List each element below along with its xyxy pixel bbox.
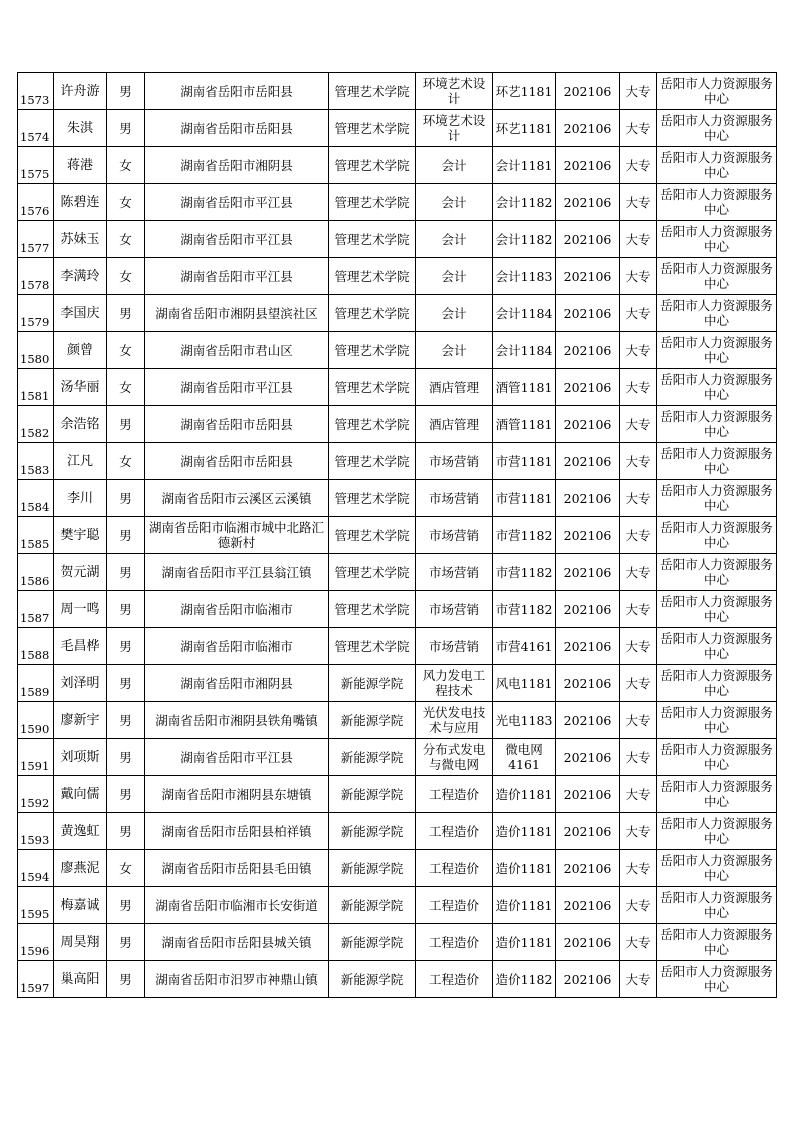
row-number: 1596 [18,924,54,961]
receiving-unit-cell: 岳阳市人力资源服务中心 [657,591,777,628]
graduation-date-cell: 202106 [556,961,620,998]
student-name: 苏妹玉 [54,221,107,258]
college-cell: 新能源学院 [329,739,416,776]
row-number: 1594 [18,850,54,887]
roster-body [18,73,777,998]
table-row [18,554,777,591]
student-name: 汤华丽 [54,369,107,406]
education-level-cell: 大专 [620,924,657,961]
gender-cell: 男 [107,739,145,776]
college-cell: 新能源学院 [329,924,416,961]
college-cell: 管理艺术学院 [329,369,416,406]
class-cell: 造价1181 [493,887,556,924]
receiving-unit-cell: 岳阳市人力资源服务中心 [657,110,777,147]
student-name: 陈碧连 [54,184,107,221]
gender-cell: 女 [107,221,145,258]
gender-cell: 男 [107,776,145,813]
college-cell: 管理艺术学院 [329,332,416,369]
college-cell: 新能源学院 [329,887,416,924]
graduation-date-cell: 202106 [556,406,620,443]
gender-cell: 男 [107,665,145,702]
address-cell: 湖南省岳阳市岳阳县毛田镇 [145,850,329,887]
education-level-cell: 大专 [620,221,657,258]
table-row [18,924,777,961]
education-level-cell: 大专 [620,517,657,554]
college-cell: 管理艺术学院 [329,258,416,295]
class-cell: 微电网4161 [493,739,556,776]
address-cell: 湖南省岳阳市岳阳县 [145,406,329,443]
gender-cell: 男 [107,702,145,739]
college-cell: 管理艺术学院 [329,184,416,221]
row-number: 1586 [18,554,54,591]
college-cell: 管理艺术学院 [329,480,416,517]
table-row [18,443,777,480]
address-cell: 湖南省岳阳市临湘市城中北路汇德新村 [145,517,329,554]
student-name: 朱淇 [54,110,107,147]
receiving-unit-cell: 岳阳市人力资源服务中心 [657,628,777,665]
major-cell: 市场营销 [416,554,493,591]
address-cell: 湖南省岳阳市湘阴县望滨社区 [145,295,329,332]
major-cell: 市场营销 [416,628,493,665]
row-number: 1589 [18,665,54,702]
graduation-date-cell: 202106 [556,924,620,961]
gender-cell: 男 [107,110,145,147]
college-cell: 管理艺术学院 [329,443,416,480]
education-level-cell: 大专 [620,332,657,369]
address-cell: 湖南省岳阳市云溪区云溪镇 [145,480,329,517]
class-cell: 市营1181 [493,443,556,480]
address-cell: 湖南省岳阳市临湘市 [145,591,329,628]
class-cell: 会计1184 [493,332,556,369]
class-cell: 造价1181 [493,850,556,887]
row-number: 1595 [18,887,54,924]
receiving-unit-cell: 岳阳市人力资源服务中心 [657,517,777,554]
graduation-date-cell: 202106 [556,443,620,480]
row-number: 1590 [18,702,54,739]
receiving-unit-cell: 岳阳市人力资源服务中心 [657,406,777,443]
major-cell: 工程造价 [416,776,493,813]
gender-cell: 男 [107,295,145,332]
graduation-date-cell: 202106 [556,73,620,110]
student-name: 廖燕泥 [54,850,107,887]
class-cell: 酒管1181 [493,406,556,443]
college-cell: 管理艺术学院 [329,295,416,332]
class-cell: 会计1181 [493,147,556,184]
address-cell: 湖南省岳阳市湘阴县东塘镇 [145,776,329,813]
table-row [18,332,777,369]
receiving-unit-cell: 岳阳市人力资源服务中心 [657,258,777,295]
table-row [18,591,777,628]
address-cell: 湖南省岳阳市岳阳县柏祥镇 [145,813,329,850]
gender-cell: 男 [107,73,145,110]
major-cell: 会计 [416,184,493,221]
address-cell: 湖南省岳阳市平江县翁江镇 [145,554,329,591]
education-level-cell: 大专 [620,702,657,739]
education-level-cell: 大专 [620,591,657,628]
college-cell: 新能源学院 [329,665,416,702]
class-cell: 造价1181 [493,813,556,850]
education-level-cell: 大专 [620,184,657,221]
graduation-date-cell: 202106 [556,739,620,776]
receiving-unit-cell: 岳阳市人力资源服务中心 [657,184,777,221]
address-cell: 湖南省岳阳市湘阴县 [145,147,329,184]
college-cell: 新能源学院 [329,776,416,813]
receiving-unit-cell: 岳阳市人力资源服务中心 [657,887,777,924]
college-cell: 管理艺术学院 [329,517,416,554]
student-name: 廖新宇 [54,702,107,739]
graduation-date-cell: 202106 [556,332,620,369]
receiving-unit-cell: 岳阳市人力资源服务中心 [657,332,777,369]
college-cell: 管理艺术学院 [329,406,416,443]
receiving-unit-cell: 岳阳市人力资源服务中心 [657,480,777,517]
student-name: 余浩铭 [54,406,107,443]
table-row [18,295,777,332]
college-cell: 管理艺术学院 [329,110,416,147]
graduation-date-cell: 202106 [556,295,620,332]
receiving-unit-cell: 岳阳市人力资源服务中心 [657,850,777,887]
education-level-cell: 大专 [620,73,657,110]
college-cell: 新能源学院 [329,961,416,998]
student-name: 李国庆 [54,295,107,332]
row-number: 1583 [18,443,54,480]
row-number: 1582 [18,406,54,443]
education-level-cell: 大专 [620,628,657,665]
major-cell: 工程造价 [416,961,493,998]
row-number: 1573 [18,73,54,110]
class-cell: 市营1181 [493,480,556,517]
class-cell: 环艺1181 [493,73,556,110]
education-level-cell: 大专 [620,406,657,443]
gender-cell: 男 [107,591,145,628]
receiving-unit-cell: 岳阳市人力资源服务中心 [657,221,777,258]
major-cell: 工程造价 [416,924,493,961]
education-level-cell: 大专 [620,258,657,295]
receiving-unit-cell: 岳阳市人力资源服务中心 [657,924,777,961]
student-name: 贺元湖 [54,554,107,591]
table-row [18,776,777,813]
graduation-date-cell: 202106 [556,184,620,221]
row-number: 1593 [18,813,54,850]
student-name: 周一鸣 [54,591,107,628]
education-level-cell: 大专 [620,776,657,813]
major-cell: 环境艺术设计 [416,73,493,110]
class-cell: 会计1184 [493,295,556,332]
graduation-date-cell: 202106 [556,147,620,184]
education-level-cell: 大专 [620,665,657,702]
row-number: 1579 [18,295,54,332]
address-cell: 湖南省岳阳市岳阳县 [145,443,329,480]
gender-cell: 女 [107,443,145,480]
address-cell: 湖南省岳阳市平江县 [145,184,329,221]
student-name: 黄逸虹 [54,813,107,850]
college-cell: 新能源学院 [329,850,416,887]
graduation-date-cell: 202106 [556,776,620,813]
graduation-date-cell: 202106 [556,517,620,554]
education-level-cell: 大专 [620,147,657,184]
education-level-cell: 大专 [620,813,657,850]
gender-cell: 男 [107,887,145,924]
gender-cell: 男 [107,924,145,961]
education-level-cell: 大专 [620,295,657,332]
receiving-unit-cell: 岳阳市人力资源服务中心 [657,776,777,813]
table-row [18,480,777,517]
class-cell: 风电1181 [493,665,556,702]
row-number: 1591 [18,739,54,776]
college-cell: 管理艺术学院 [329,73,416,110]
receiving-unit-cell: 岳阳市人力资源服务中心 [657,702,777,739]
college-cell: 新能源学院 [329,702,416,739]
class-cell: 市营1182 [493,591,556,628]
class-cell: 造价1181 [493,924,556,961]
gender-cell: 男 [107,628,145,665]
graduation-date-cell: 202106 [556,221,620,258]
table-row [18,110,777,147]
address-cell: 湖南省岳阳市湘阴县铁角嘴镇 [145,702,329,739]
gender-cell: 女 [107,332,145,369]
education-level-cell: 大专 [620,739,657,776]
student-name: 蒋港 [54,147,107,184]
student-name: 戴向儒 [54,776,107,813]
college-cell: 管理艺术学院 [329,591,416,628]
gender-cell: 男 [107,554,145,591]
address-cell: 湖南省岳阳市汨罗市神鼎山镇 [145,961,329,998]
graduation-date-cell: 202106 [556,850,620,887]
table-row [18,517,777,554]
student-name: 颜曾 [54,332,107,369]
table-row [18,258,777,295]
major-cell: 酒店管理 [416,369,493,406]
graduation-date-cell: 202106 [556,591,620,628]
class-cell: 造价1182 [493,961,556,998]
major-cell: 会计 [416,295,493,332]
row-number: 1584 [18,480,54,517]
major-cell: 会计 [416,258,493,295]
graduation-date-cell: 202106 [556,628,620,665]
student-name: 梅嘉诚 [54,887,107,924]
college-cell: 新能源学院 [329,813,416,850]
class-cell: 会计1182 [493,184,556,221]
table-row [18,73,777,110]
major-cell: 酒店管理 [416,406,493,443]
gender-cell: 女 [107,369,145,406]
table-row [18,369,777,406]
row-number: 1577 [18,221,54,258]
gender-cell: 女 [107,184,145,221]
major-cell: 市场营销 [416,480,493,517]
gender-cell: 男 [107,480,145,517]
class-cell: 市营1182 [493,517,556,554]
address-cell: 湖南省岳阳市湘阴县 [145,665,329,702]
class-cell: 造价1181 [493,776,556,813]
receiving-unit-cell: 岳阳市人力资源服务中心 [657,443,777,480]
gender-cell: 女 [107,850,145,887]
gender-cell: 男 [107,813,145,850]
student-name: 毛昌桦 [54,628,107,665]
student-name: 李满玲 [54,258,107,295]
major-cell: 工程造价 [416,850,493,887]
student-name: 李川 [54,480,107,517]
major-cell: 会计 [416,221,493,258]
row-number: 1585 [18,517,54,554]
row-number: 1597 [18,961,54,998]
graduation-date-cell: 202106 [556,554,620,591]
gender-cell: 男 [107,961,145,998]
graduation-date-cell: 202106 [556,110,620,147]
receiving-unit-cell: 岳阳市人力资源服务中心 [657,961,777,998]
graduation-date-cell: 202106 [556,887,620,924]
table-row [18,813,777,850]
student-name: 巢高阳 [54,961,107,998]
receiving-unit-cell: 岳阳市人力资源服务中心 [657,147,777,184]
student-name: 周昊翔 [54,924,107,961]
address-cell: 湖南省岳阳市岳阳县 [145,73,329,110]
table-row [18,628,777,665]
table-row [18,702,777,739]
education-level-cell: 大专 [620,961,657,998]
table-row [18,850,777,887]
address-cell: 湖南省岳阳市平江县 [145,258,329,295]
major-cell: 市场营销 [416,443,493,480]
receiving-unit-cell: 岳阳市人力资源服务中心 [657,665,777,702]
student-name: 江凡 [54,443,107,480]
education-level-cell: 大专 [620,480,657,517]
class-cell: 光电1183 [493,702,556,739]
major-cell: 工程造价 [416,887,493,924]
student-name: 许舟游 [54,73,107,110]
education-level-cell: 大专 [620,850,657,887]
major-cell: 环境艺术设计 [416,110,493,147]
education-level-cell: 大专 [620,887,657,924]
gender-cell: 男 [107,517,145,554]
student-name: 刘项斯 [54,739,107,776]
address-cell: 湖南省岳阳市岳阳县城关镇 [145,924,329,961]
gender-cell: 男 [107,406,145,443]
gender-cell: 女 [107,258,145,295]
class-cell: 市营1182 [493,554,556,591]
major-cell: 工程造价 [416,813,493,850]
class-cell: 市营4161 [493,628,556,665]
gender-cell: 女 [107,147,145,184]
college-cell: 管理艺术学院 [329,221,416,258]
graduation-date-cell: 202106 [556,258,620,295]
address-cell: 湖南省岳阳市平江县 [145,221,329,258]
education-level-cell: 大专 [620,369,657,406]
row-number: 1574 [18,110,54,147]
major-cell: 会计 [416,147,493,184]
graduation-date-cell: 202106 [556,665,620,702]
table-row [18,739,777,776]
row-number: 1575 [18,147,54,184]
table-row [18,184,777,221]
address-cell: 湖南省岳阳市君山区 [145,332,329,369]
receiving-unit-cell: 岳阳市人力资源服务中心 [657,295,777,332]
row-number: 1580 [18,332,54,369]
address-cell: 湖南省岳阳市临湘市长安街道 [145,887,329,924]
row-number: 1587 [18,591,54,628]
major-cell: 市场营销 [416,591,493,628]
receiving-unit-cell: 岳阳市人力资源服务中心 [657,554,777,591]
receiving-unit-cell: 岳阳市人力资源服务中心 [657,739,777,776]
college-cell: 管理艺术学院 [329,628,416,665]
graduate-roster-table [17,72,777,998]
table-row [18,887,777,924]
table-row [18,221,777,258]
college-cell: 管理艺术学院 [329,147,416,184]
address-cell: 湖南省岳阳市临湘市 [145,628,329,665]
receiving-unit-cell: 岳阳市人力资源服务中心 [657,369,777,406]
major-cell: 会计 [416,332,493,369]
class-cell: 酒管1181 [493,369,556,406]
class-cell: 会计1182 [493,221,556,258]
address-cell: 湖南省岳阳市平江县 [145,369,329,406]
class-cell: 环艺1181 [493,110,556,147]
major-cell: 分布式发电与微电网 [416,739,493,776]
table-row [18,406,777,443]
row-number: 1592 [18,776,54,813]
table-row [18,961,777,998]
row-number: 1588 [18,628,54,665]
class-cell: 会计1183 [493,258,556,295]
row-number: 1578 [18,258,54,295]
education-level-cell: 大专 [620,110,657,147]
college-cell: 管理艺术学院 [329,554,416,591]
receiving-unit-cell: 岳阳市人力资源服务中心 [657,813,777,850]
education-level-cell: 大专 [620,443,657,480]
graduation-date-cell: 202106 [556,702,620,739]
major-cell: 风力发电工程技术 [416,665,493,702]
graduation-date-cell: 202106 [556,813,620,850]
address-cell: 湖南省岳阳市岳阳县 [145,110,329,147]
row-number: 1576 [18,184,54,221]
table-row [18,665,777,702]
receiving-unit-cell: 岳阳市人力资源服务中心 [657,73,777,110]
table-row [18,147,777,184]
student-name: 刘泽明 [54,665,107,702]
major-cell: 市场营销 [416,517,493,554]
major-cell: 光伏发电技术与应用 [416,702,493,739]
address-cell: 湖南省岳阳市平江县 [145,739,329,776]
student-name: 樊宇聪 [54,517,107,554]
graduation-date-cell: 202106 [556,480,620,517]
row-number: 1581 [18,369,54,406]
graduation-date-cell: 202106 [556,369,620,406]
education-level-cell: 大专 [620,554,657,591]
